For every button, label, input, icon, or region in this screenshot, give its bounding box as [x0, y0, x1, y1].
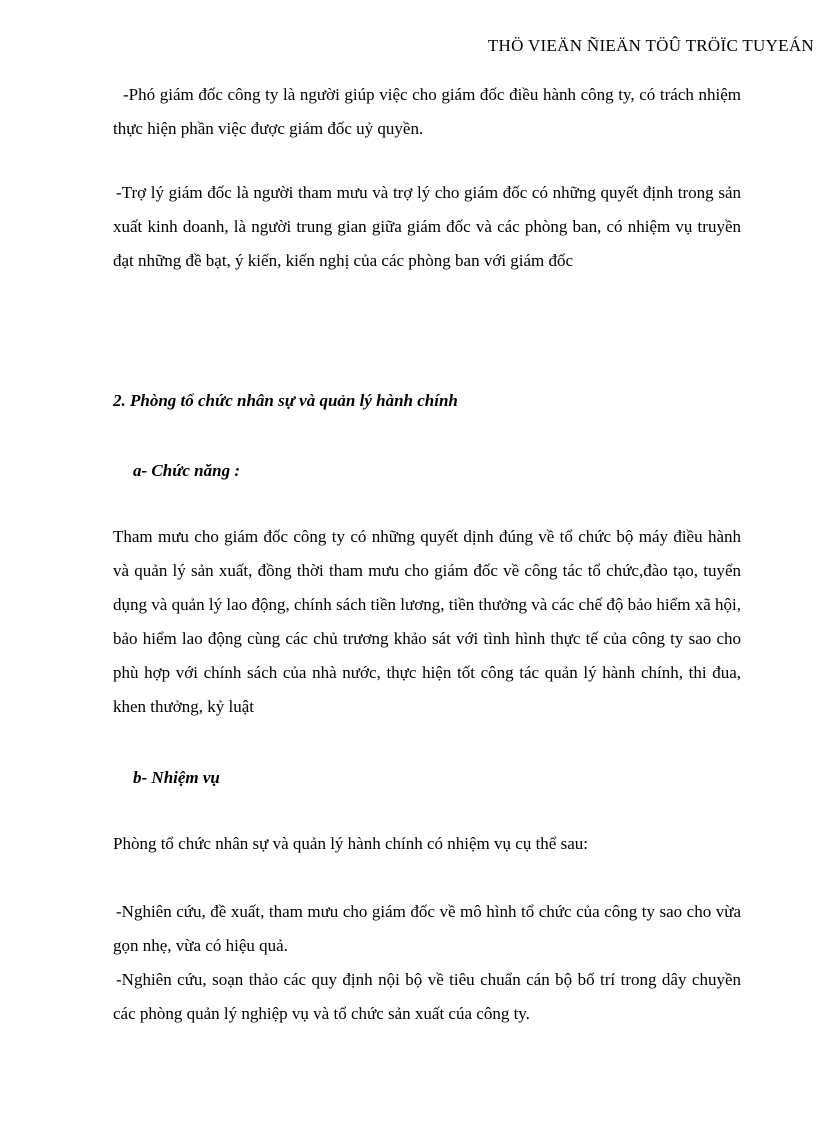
paragraph-task-1: -Nghiên cứu, đề xuất, tham mưu cho giám đốc về mô hình tổ chức của công ty sao cho vừa gọn nhẹ, vừa có hiệu quả. [113, 902, 741, 955]
paragraph-deputy-director: -Phó giám đốc công ty là người giúp việc cho giám đốc điều hành công ty, có trách nhiệm thực hiện phần việc được giám đốc uỷ quyền. [113, 85, 741, 138]
paragraph-task-2: -Nghiên cứu, soạn thảo các quy định nội bộ về tiêu chuẩn cán bộ bố trí trong dây chuyền các phòng quản lý nghiệp vụ và tổ chức sản xuất cúa công ty. [113, 970, 741, 1023]
paragraph-task-intro: Phòng tổ chức nhân sự và quản lý hành chính có nhiệm vụ cụ thể sau: [113, 834, 588, 853]
section-heading: 2. Phòng tổ chức nhân sự và quản lý hành chính [113, 391, 458, 410]
paragraph-function: Tham mưu cho giám đốc công ty có những quyết dịnh đúng về tổ chức bộ máy điều hành và quản lý sản xuất, đồng thời tham mưu cho giám đốc về công tác tổ chức,đào tạo, tuyển dụng và quản lý lao động, chính sách tiền lương, tiền thưởng và các chế độ bảo hiểm xã hội, bảo hiểm lao động cùng các chủ trương khảo sát với tình hình thực tế của công ty sao cho phù hợp với chính sách của nhà nước, thực hiện tốt công tác quản lý hành chính, thi đua, khen thưởng, kỷ luật [113, 527, 741, 716]
task-heading: b- Nhiệm vụ [133, 768, 220, 787]
paragraph-assistant-director: -Trợ lý giám đốc là người tham mưu và trợ lý cho giám đốc có những quyết định trong sản xuất kinh doanh, là người trung gian giữa giám đốc và các phòng ban, có nhiệm vụ truyền đạt những đề bạt, ý kiến, kiến nghị của các phòng ban với giám đốc [113, 183, 741, 270]
running-header: THÖ VIEÄN ÑIEÄN TÖÛ TRÖÏC TUYEÁN [487, 36, 814, 55]
function-heading: a- Chức năng : [133, 461, 241, 480]
